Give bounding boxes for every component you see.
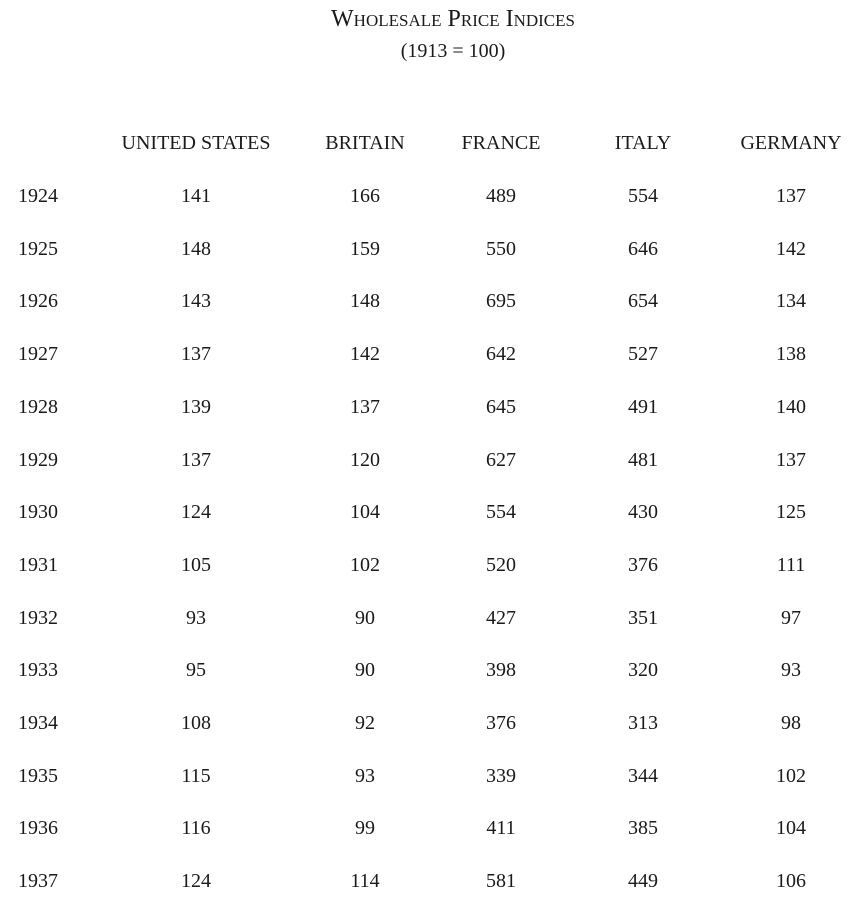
cell-britain: 159 bbox=[350, 238, 380, 260]
cell-france: 627 bbox=[486, 449, 516, 471]
row-year: 1925 bbox=[18, 238, 58, 260]
cell-germany: 111 bbox=[776, 554, 806, 576]
cell-italy: 320 bbox=[628, 659, 658, 681]
cell-italy: 646 bbox=[628, 238, 658, 260]
cell-britain: 114 bbox=[350, 870, 380, 892]
cell-britain: 137 bbox=[350, 396, 380, 418]
table-row bbox=[0, 394, 863, 420]
cell-germany: 142 bbox=[776, 238, 806, 260]
cell-germany: 125 bbox=[776, 501, 806, 523]
table-row bbox=[0, 710, 863, 736]
cell-france: 411 bbox=[486, 817, 516, 839]
table-row bbox=[0, 868, 863, 894]
cell-united-states: 143 bbox=[181, 290, 211, 312]
cell-germany: 93 bbox=[781, 659, 801, 681]
cell-germany: 140 bbox=[776, 396, 806, 418]
cell-france: 339 bbox=[486, 765, 516, 787]
cell-britain: 90 bbox=[355, 659, 375, 681]
cell-italy: 554 bbox=[628, 185, 658, 207]
cell-britain: 102 bbox=[350, 554, 380, 576]
cell-germany: 137 bbox=[776, 449, 806, 471]
cell-united-states: 137 bbox=[181, 343, 211, 365]
cell-italy: 344 bbox=[628, 765, 658, 787]
cell-united-states: 141 bbox=[181, 185, 211, 207]
table-row bbox=[0, 605, 863, 631]
row-year: 1933 bbox=[18, 659, 58, 681]
cell-france: 581 bbox=[486, 870, 516, 892]
cell-italy: 491 bbox=[628, 396, 658, 418]
table-row bbox=[0, 341, 863, 367]
column-header-france: FRANCE bbox=[461, 132, 541, 154]
cell-united-states: 93 bbox=[186, 607, 206, 629]
cell-germany: 106 bbox=[776, 870, 806, 892]
column-header-united-states: UNITED STATES bbox=[121, 132, 271, 154]
table-title: Wholesale Price Indices bbox=[331, 6, 575, 32]
column-header-germany: GERMANY bbox=[740, 132, 842, 154]
cell-united-states: 105 bbox=[181, 554, 211, 576]
cell-britain: 166 bbox=[350, 185, 380, 207]
table-row bbox=[0, 763, 863, 789]
cell-britain: 92 bbox=[355, 712, 375, 734]
cell-france: 645 bbox=[486, 396, 516, 418]
cell-italy: 449 bbox=[628, 870, 658, 892]
cell-france: 376 bbox=[486, 712, 516, 734]
cell-italy: 430 bbox=[628, 501, 658, 523]
cell-germany: 102 bbox=[776, 765, 806, 787]
cell-britain: 104 bbox=[350, 501, 380, 523]
cell-britain: 120 bbox=[350, 449, 380, 471]
table-row bbox=[0, 183, 863, 209]
cell-france: 489 bbox=[486, 185, 516, 207]
column-header-britain: BRITAIN bbox=[325, 132, 405, 154]
row-year: 1936 bbox=[18, 817, 58, 839]
row-year: 1934 bbox=[18, 712, 58, 734]
table-row bbox=[0, 288, 863, 314]
cell-germany: 97 bbox=[781, 607, 801, 629]
table-row bbox=[0, 815, 863, 841]
table-subtitle: (1913 = 100) bbox=[400, 40, 506, 62]
cell-france: 427 bbox=[486, 607, 516, 629]
cell-italy: 527 bbox=[628, 343, 658, 365]
cell-france: 695 bbox=[486, 290, 516, 312]
cell-france: 398 bbox=[486, 659, 516, 681]
row-year: 1935 bbox=[18, 765, 58, 787]
cell-britain: 90 bbox=[355, 607, 375, 629]
table-row bbox=[0, 657, 863, 683]
cell-italy: 654 bbox=[628, 290, 658, 312]
cell-britain: 142 bbox=[350, 343, 380, 365]
table-row bbox=[0, 447, 863, 473]
row-year: 1932 bbox=[18, 607, 58, 629]
cell-britain: 99 bbox=[355, 817, 375, 839]
column-header-row bbox=[0, 130, 863, 156]
cell-united-states: 139 bbox=[181, 396, 211, 418]
cell-united-states: 124 bbox=[181, 870, 211, 892]
cell-france: 642 bbox=[486, 343, 516, 365]
cell-britain: 148 bbox=[350, 290, 380, 312]
cell-united-states: 115 bbox=[181, 765, 211, 787]
row-year: 1928 bbox=[18, 396, 58, 418]
cell-germany: 137 bbox=[776, 185, 806, 207]
column-header-italy: ITALY bbox=[614, 132, 672, 154]
cell-italy: 385 bbox=[628, 817, 658, 839]
cell-united-states: 95 bbox=[186, 659, 206, 681]
cell-italy: 313 bbox=[628, 712, 658, 734]
cell-united-states: 137 bbox=[181, 449, 211, 471]
row-year: 1931 bbox=[18, 554, 58, 576]
cell-italy: 351 bbox=[628, 607, 658, 629]
row-year: 1927 bbox=[18, 343, 58, 365]
cell-united-states: 124 bbox=[181, 501, 211, 523]
table-row bbox=[0, 552, 863, 578]
cell-france: 520 bbox=[486, 554, 516, 576]
cell-germany: 98 bbox=[781, 712, 801, 734]
cell-italy: 376 bbox=[628, 554, 658, 576]
table-row bbox=[0, 236, 863, 262]
cell-united-states: 116 bbox=[181, 817, 211, 839]
row-year: 1929 bbox=[18, 449, 58, 471]
cell-france: 554 bbox=[486, 501, 516, 523]
table-row bbox=[0, 499, 863, 525]
cell-germany: 138 bbox=[776, 343, 806, 365]
row-year: 1930 bbox=[18, 501, 58, 523]
cell-united-states: 148 bbox=[181, 238, 211, 260]
cell-italy: 481 bbox=[628, 449, 658, 471]
row-year: 1926 bbox=[18, 290, 58, 312]
cell-germany: 104 bbox=[776, 817, 806, 839]
cell-united-states: 108 bbox=[181, 712, 211, 734]
cell-britain: 93 bbox=[355, 765, 375, 787]
cell-germany: 134 bbox=[776, 290, 806, 312]
row-year: 1937 bbox=[18, 870, 58, 892]
cell-france: 550 bbox=[486, 238, 516, 260]
row-year: 1924 bbox=[18, 185, 58, 207]
